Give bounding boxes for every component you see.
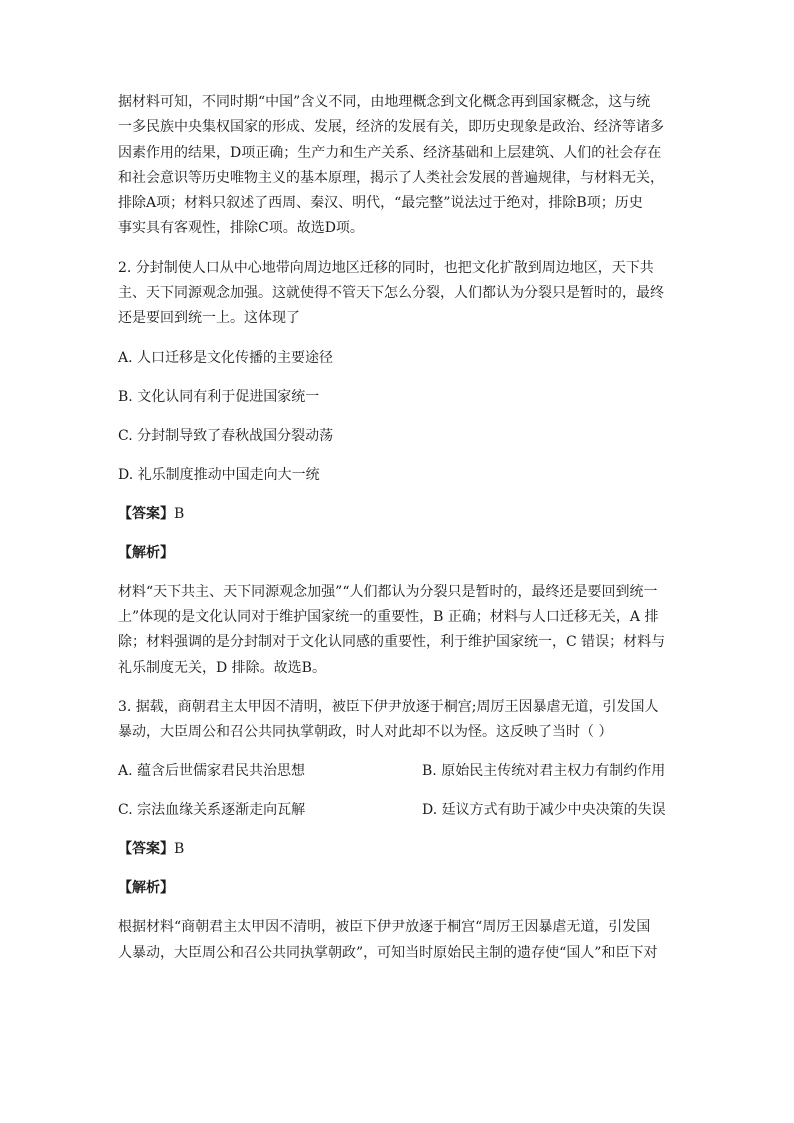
analysis-line: 据材料可知，不同时期“中国”含义不同，由地理概念到文化概念再到国家概念，这与统 xyxy=(118,94,651,110)
question-stem xyxy=(118,256,676,332)
analysis-label: 【解析】 xyxy=(118,880,174,897)
answer-label xyxy=(118,837,676,862)
option-b: B. 文化认同有利于促进国家统一 xyxy=(118,388,320,405)
stem-line: 2. 分封制使人口从中心地带向周边地区迁移的同时，也把文化扩散到周边地区，天下共 xyxy=(118,259,654,276)
option-a: A. 人口迁移是文化传播的主要途径 xyxy=(118,349,334,366)
question-stem xyxy=(118,695,676,746)
option-c: C. 分封制导致了春秋战国分裂动荡 xyxy=(118,427,334,444)
analysis-line: 排除A项；材料只叙述了西周、秦汉、明代，“最完整”说法过于绝对，排除B项；历史 xyxy=(118,195,643,212)
analysis-line: 礼乐制度无关，D 排除。故选B。 xyxy=(118,659,326,676)
analysis-line: 和社会意识等历史唯物主义的基本原理，揭示了人类社会发展的普遍规律，与材料无关， xyxy=(118,169,664,186)
question-2 xyxy=(118,256,676,681)
answer-value: B xyxy=(174,505,185,522)
stem-line: 3. 据载，商朝君主太甲因不清明，被臣下伊尹放逐于桐宫;周厉王因暴虐无道，引发国人 xyxy=(118,698,659,715)
option-d: D. 廷议方式有助于减少中央决策的失误 xyxy=(422,802,666,819)
option-d: D. 礼乐制度推动中国走向大一统 xyxy=(118,466,320,483)
option-c: C. 宗法血缘关系逐渐走向瓦解 xyxy=(118,802,306,819)
analysis-line: 根据材料“商朝君主太甲因不清明，被臣下伊尹放逐于桐宫“周厉王因暴虐无道，引发国 xyxy=(118,919,651,936)
stem-line: 暴动，大臣周公和召公共同执掌朝政，时人对此却不以为怪。这反映了当时（ ） xyxy=(118,724,613,741)
analysis-line: 人暴动，大臣周公和召公共同执掌朝政”，可知当时原始民主制的遗存使“国人”和臣下对 xyxy=(118,944,658,961)
analysis-line: 事实具有客观性，排除C项。故选D项。 xyxy=(118,220,364,237)
document-page xyxy=(118,90,676,966)
options-row xyxy=(118,759,676,784)
analysis-text xyxy=(118,580,676,681)
answer-value: B xyxy=(174,841,185,858)
stem-line: 主、天下同源观念加强。这就使得不管天下怎么分裂，人们都认为分裂只是暂时的，最终 xyxy=(118,285,664,302)
option-b: B. 原始民主传统对君主权力有制约作用 xyxy=(422,763,666,780)
analysis-line: 除；材料强调的是分封制对于文化认同感的重要性，利于维护国家统一，C 错误；材料与 xyxy=(118,634,666,651)
analysis-line: 一多民族中央集权国家的形成、发展，经济的发展有关，即历史现象是政治、经济等诸多 xyxy=(118,119,664,136)
answer-tag: 【答案】 xyxy=(118,505,174,522)
analysis-line: 材料“天下共主、天下同源观念加强”“人们都认为分裂只是暂时的，最终还是要回到统一 xyxy=(118,583,658,600)
analysis-line: 上”体现的是文化认同对于维护国家统一的重要性，B 正确；材料与人口迁移无关，A 排 xyxy=(118,608,659,625)
stem-line: 还是要回到统一上。这体现了 xyxy=(118,310,300,327)
answer-tag: 【答案】 xyxy=(118,841,174,858)
analysis-label: 【解析】 xyxy=(118,544,174,561)
question-3 xyxy=(118,695,676,966)
options-row xyxy=(118,798,676,823)
analysis-line: 因素作用的结果，D项正确；生产力和生产关系、经济基础和上层建筑、人们的社会存在 xyxy=(118,144,662,161)
option-a: A. 蕴含后世儒家君民共治思想 xyxy=(118,763,306,780)
analysis-text xyxy=(118,915,676,966)
answer-label xyxy=(118,502,676,527)
previous-analysis xyxy=(118,90,676,242)
